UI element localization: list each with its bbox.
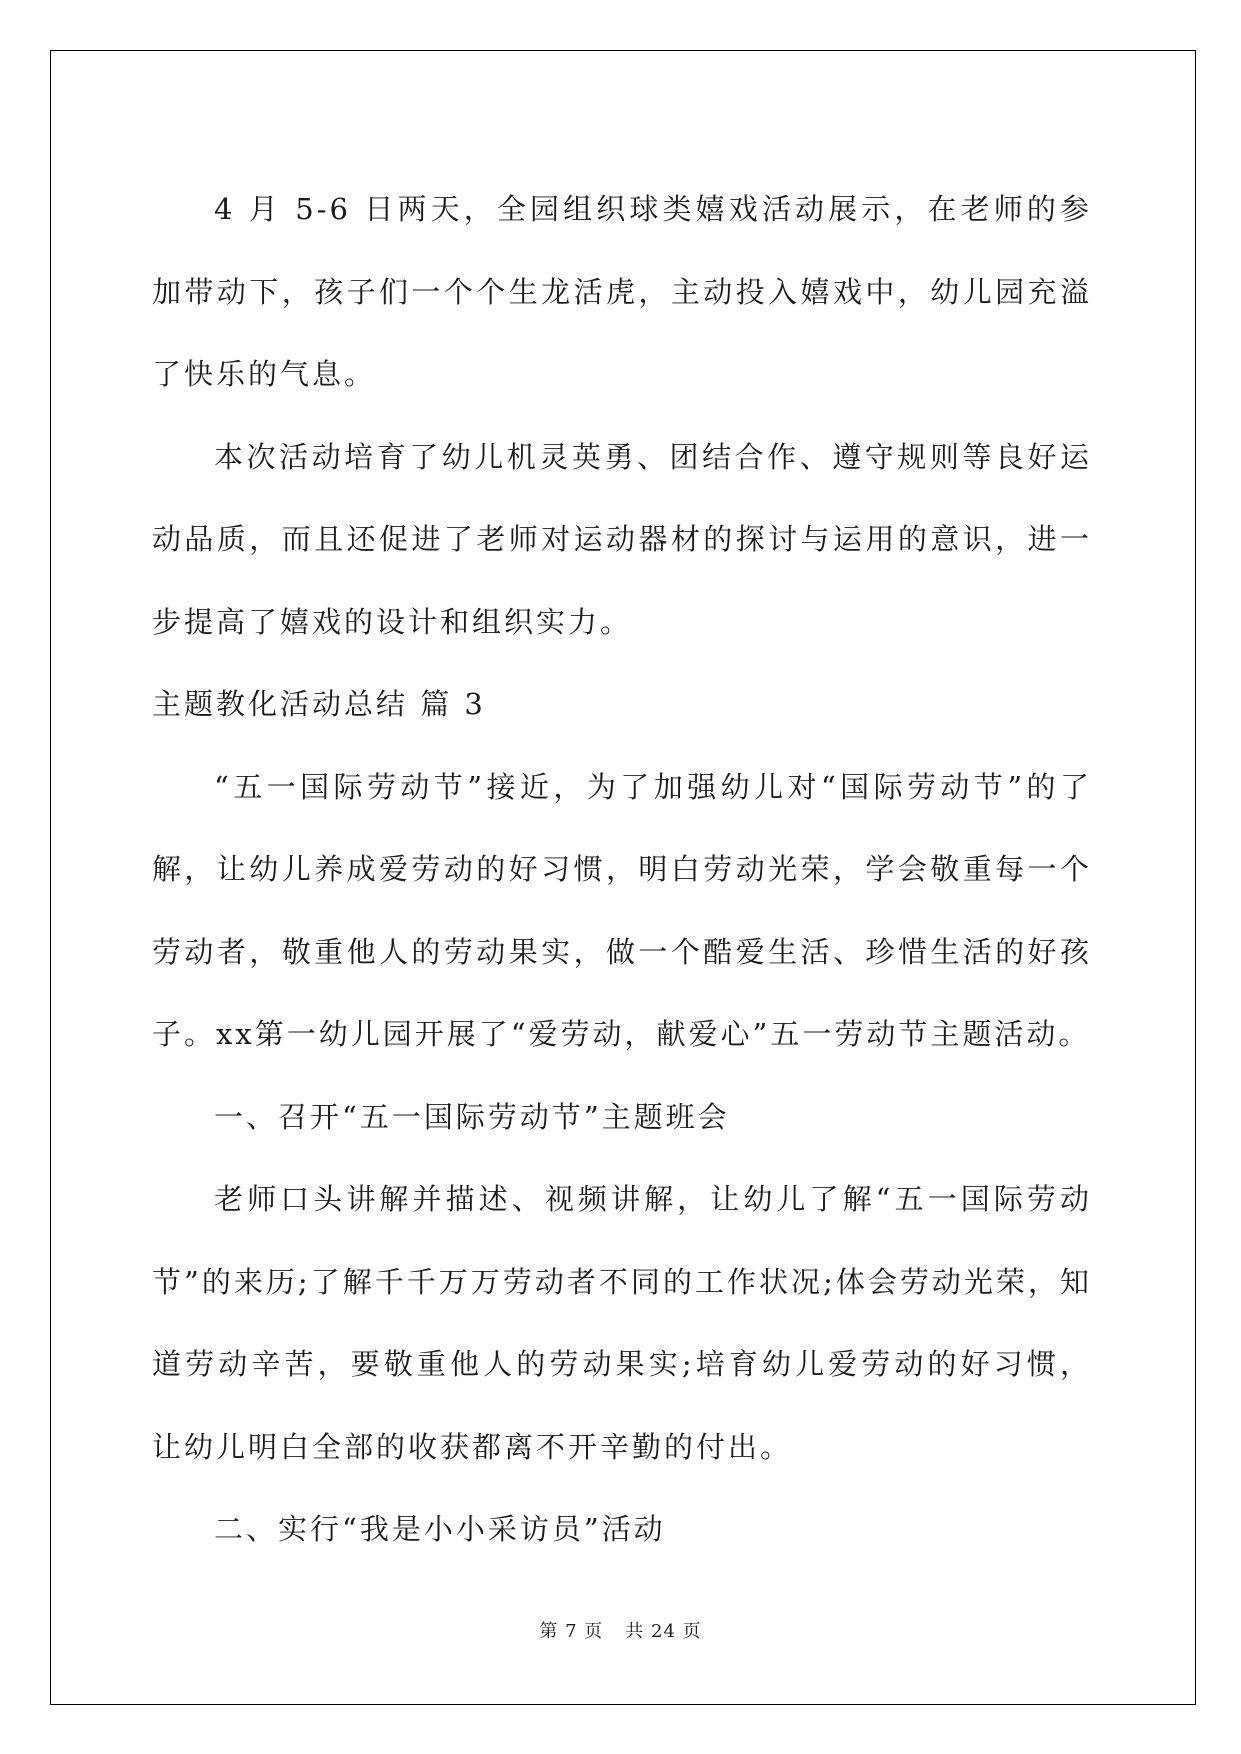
page-number: 第 7 页 (539, 1621, 604, 1642)
page-footer (0, 1617, 1241, 1643)
page-total: 共 24 页 (625, 1621, 702, 1642)
subheading-class-meeting: 一、召开“五一国际劳动节”主题班会 (214, 1099, 730, 1134)
paragraph-labor-day-intro: “五一国际劳动节”接近，为了加强幼儿对“国际劳动节”的了解，让幼儿养成爱劳动的好习惯，明白劳动光荣，学会敬重每一个劳动者，敬重他人的劳动果实，做一个酷爱生活、珍惜生活的好孩子。xx第一幼儿园开展了“爱劳动，献爱心”五一劳动节主题活动。 (152, 769, 1092, 1051)
section-heading: 主题教化活动总结 篇 3 (152, 687, 486, 721)
subheading-little-reporter: 二、实行“我是小小采访员”活动 (214, 1512, 666, 1546)
document-body (152, 168, 1092, 1571)
paragraph-activity-benefits: 本次活动培育了幼儿机灵英勇、团结合作、遵守规则等良好运动品质，而且还促进了老师对运动器材的探讨与运用的意识，进一步提高了嬉戏的设计和组织实力。 (152, 439, 1092, 639)
paragraph-ball-games: 4 月 5-6 日两天，全园组织球类嬉戏活动展示，在老师的参加带动下，孩子们一个个生龙活虎，主动投入嬉戏中，幼儿园充溢了快乐的气息。 (152, 192, 1092, 391)
paragraph-teacher-explanation: 老师口头讲解并描述、视频讲解，让幼儿了解“五一国际劳动节”的来历;了解千千万万劳动者不同的工作状况;体会劳动光荣，知道劳动辛苦，要敬重他人的劳动果实;培育幼儿爱劳动的好习惯，让幼儿明白全部的收获都离不开辛勤的付出。 (152, 1182, 1092, 1464)
